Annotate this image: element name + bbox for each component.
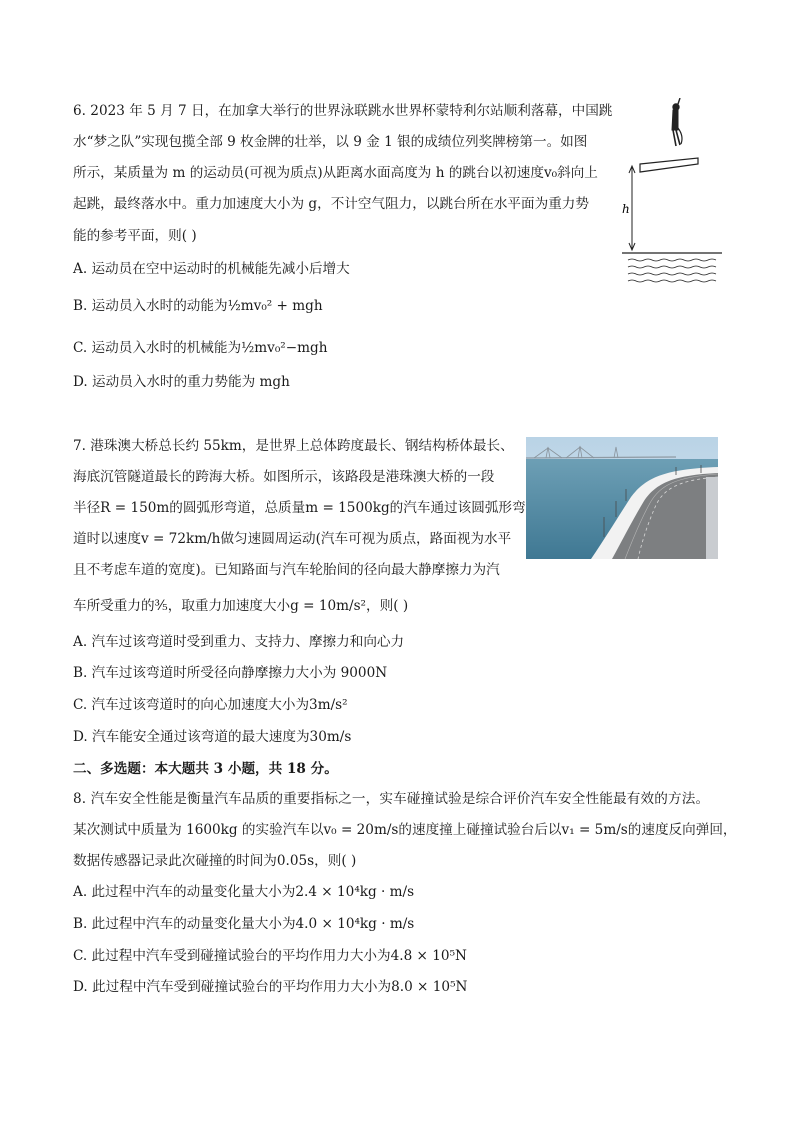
q7-option-d: D. 汽车能安全通过该弯道的最大速度为30m/s — [73, 729, 352, 745]
q8-line: 某次测试中质量为 1600kg 的实验汽车以v₀ = 20m/s的速度撞上碰撞试验台后以v₁ = 5m/s的速度反向弹回， — [73, 822, 737, 838]
q7-option-a: A. 汽车过该弯道时受到重力、支持力、摩擦力和向心力 — [73, 634, 405, 650]
diving-figure — [618, 98, 724, 290]
q6-line: 水“梦之队”实现包揽全部 9 枚金牌的壮举，以 9 金 1 银的成绩位列奖牌榜第一。如图 — [73, 134, 588, 150]
q7-line: 车所受重力的⅗，取重力加速度大小g = 10m/s²，则( ) — [73, 598, 409, 614]
q7-option-b: B. 汽车过该弯道时所受径向静摩擦力大小为 9000N — [73, 665, 388, 681]
q8-option-b: B. 此过程中汽车的动量变化量大小为4.0 × 10⁴kg · m/s — [73, 916, 415, 932]
q6-option-c: C. 运动员入水时的机械能为½mv₀²−mgh — [73, 340, 328, 356]
q7-option-c: C. 汽车过该弯道时的向心加速度大小为3m/s² — [73, 697, 348, 713]
q6-option-b: B. 运动员入水时的动能为½mv₀² + mgh — [73, 298, 323, 314]
q8-line: 数据传感器记录此次碰撞的时间为0.05s，则( ) — [73, 853, 357, 869]
q7-line: 海底沉管隧道最长的跨海大桥。如图所示，该路段是港珠澳大桥的一段 — [73, 469, 495, 485]
diver-figure — [672, 98, 682, 146]
section-heading: 二、多选题：本大题共 3 小题，共 18 分。 — [73, 761, 338, 777]
water-surface — [622, 253, 722, 282]
q6-line: 起跳，最终落水中。重力加速度大小为 g，不计空气阻力，以跳台所在水平面为重力势 — [73, 196, 589, 212]
q7-line: 7. 港珠澳大桥总长约 55km，是世界上总体跨度最长、钢结构桥体最长、 — [73, 438, 514, 454]
q7-line: 且不考虑车道的宽度)。已知路面与汽车轮胎间的径向最大静摩擦力为汽 — [73, 562, 500, 578]
q8-option-a: A. 此过程中汽车的动量变化量大小为2.4 × 10⁴kg · m/s — [73, 884, 415, 900]
q6-line: 6. 2023 年 5 月 7 日，在加拿大举行的世界泳联跳水世界杯蒙特利尔站顺利落幕，中国跳 — [73, 103, 613, 119]
q8-line: 8. 汽车安全性能是衡量汽车品质的重要指标之一，实车碰撞试验是综合评价汽车安全性能最有效的方法。 — [73, 791, 710, 807]
q7-line: 半径R = 150m的圆弧形弯道，总质量m = 1500kg的汽车通过该圆弧形弯 — [73, 500, 526, 516]
bridge-photo — [526, 437, 718, 559]
q8-option-c: C. 此过程中汽车受到碰撞试验台的平均作用力大小为4.8 × 10⁵N — [73, 948, 467, 964]
q6-line: 能的参考平面，则( ) — [73, 228, 197, 244]
height-label: h — [622, 202, 630, 216]
q8-option-d: D. 此过程中汽车受到碰撞试验台的平均作用力大小为8.0 × 10⁵N — [73, 979, 468, 995]
q7-line: 道时以速度v = 72km/h做匀速圆周运动(汽车可视为质点，路面视为水平 — [73, 531, 512, 547]
q6-line: 所示，某质量为 m 的运动员(可视为质点)从距离水面高度为 h 的跳台以初速度v₀斜向上 — [73, 165, 598, 181]
q6-option-d: D. 运动员入水时的重力势能为 mgh — [73, 374, 290, 390]
diving-board — [640, 158, 698, 172]
q6-option-a: A. 运动员在空中运动时的机械能先减小后增大 — [73, 261, 350, 277]
